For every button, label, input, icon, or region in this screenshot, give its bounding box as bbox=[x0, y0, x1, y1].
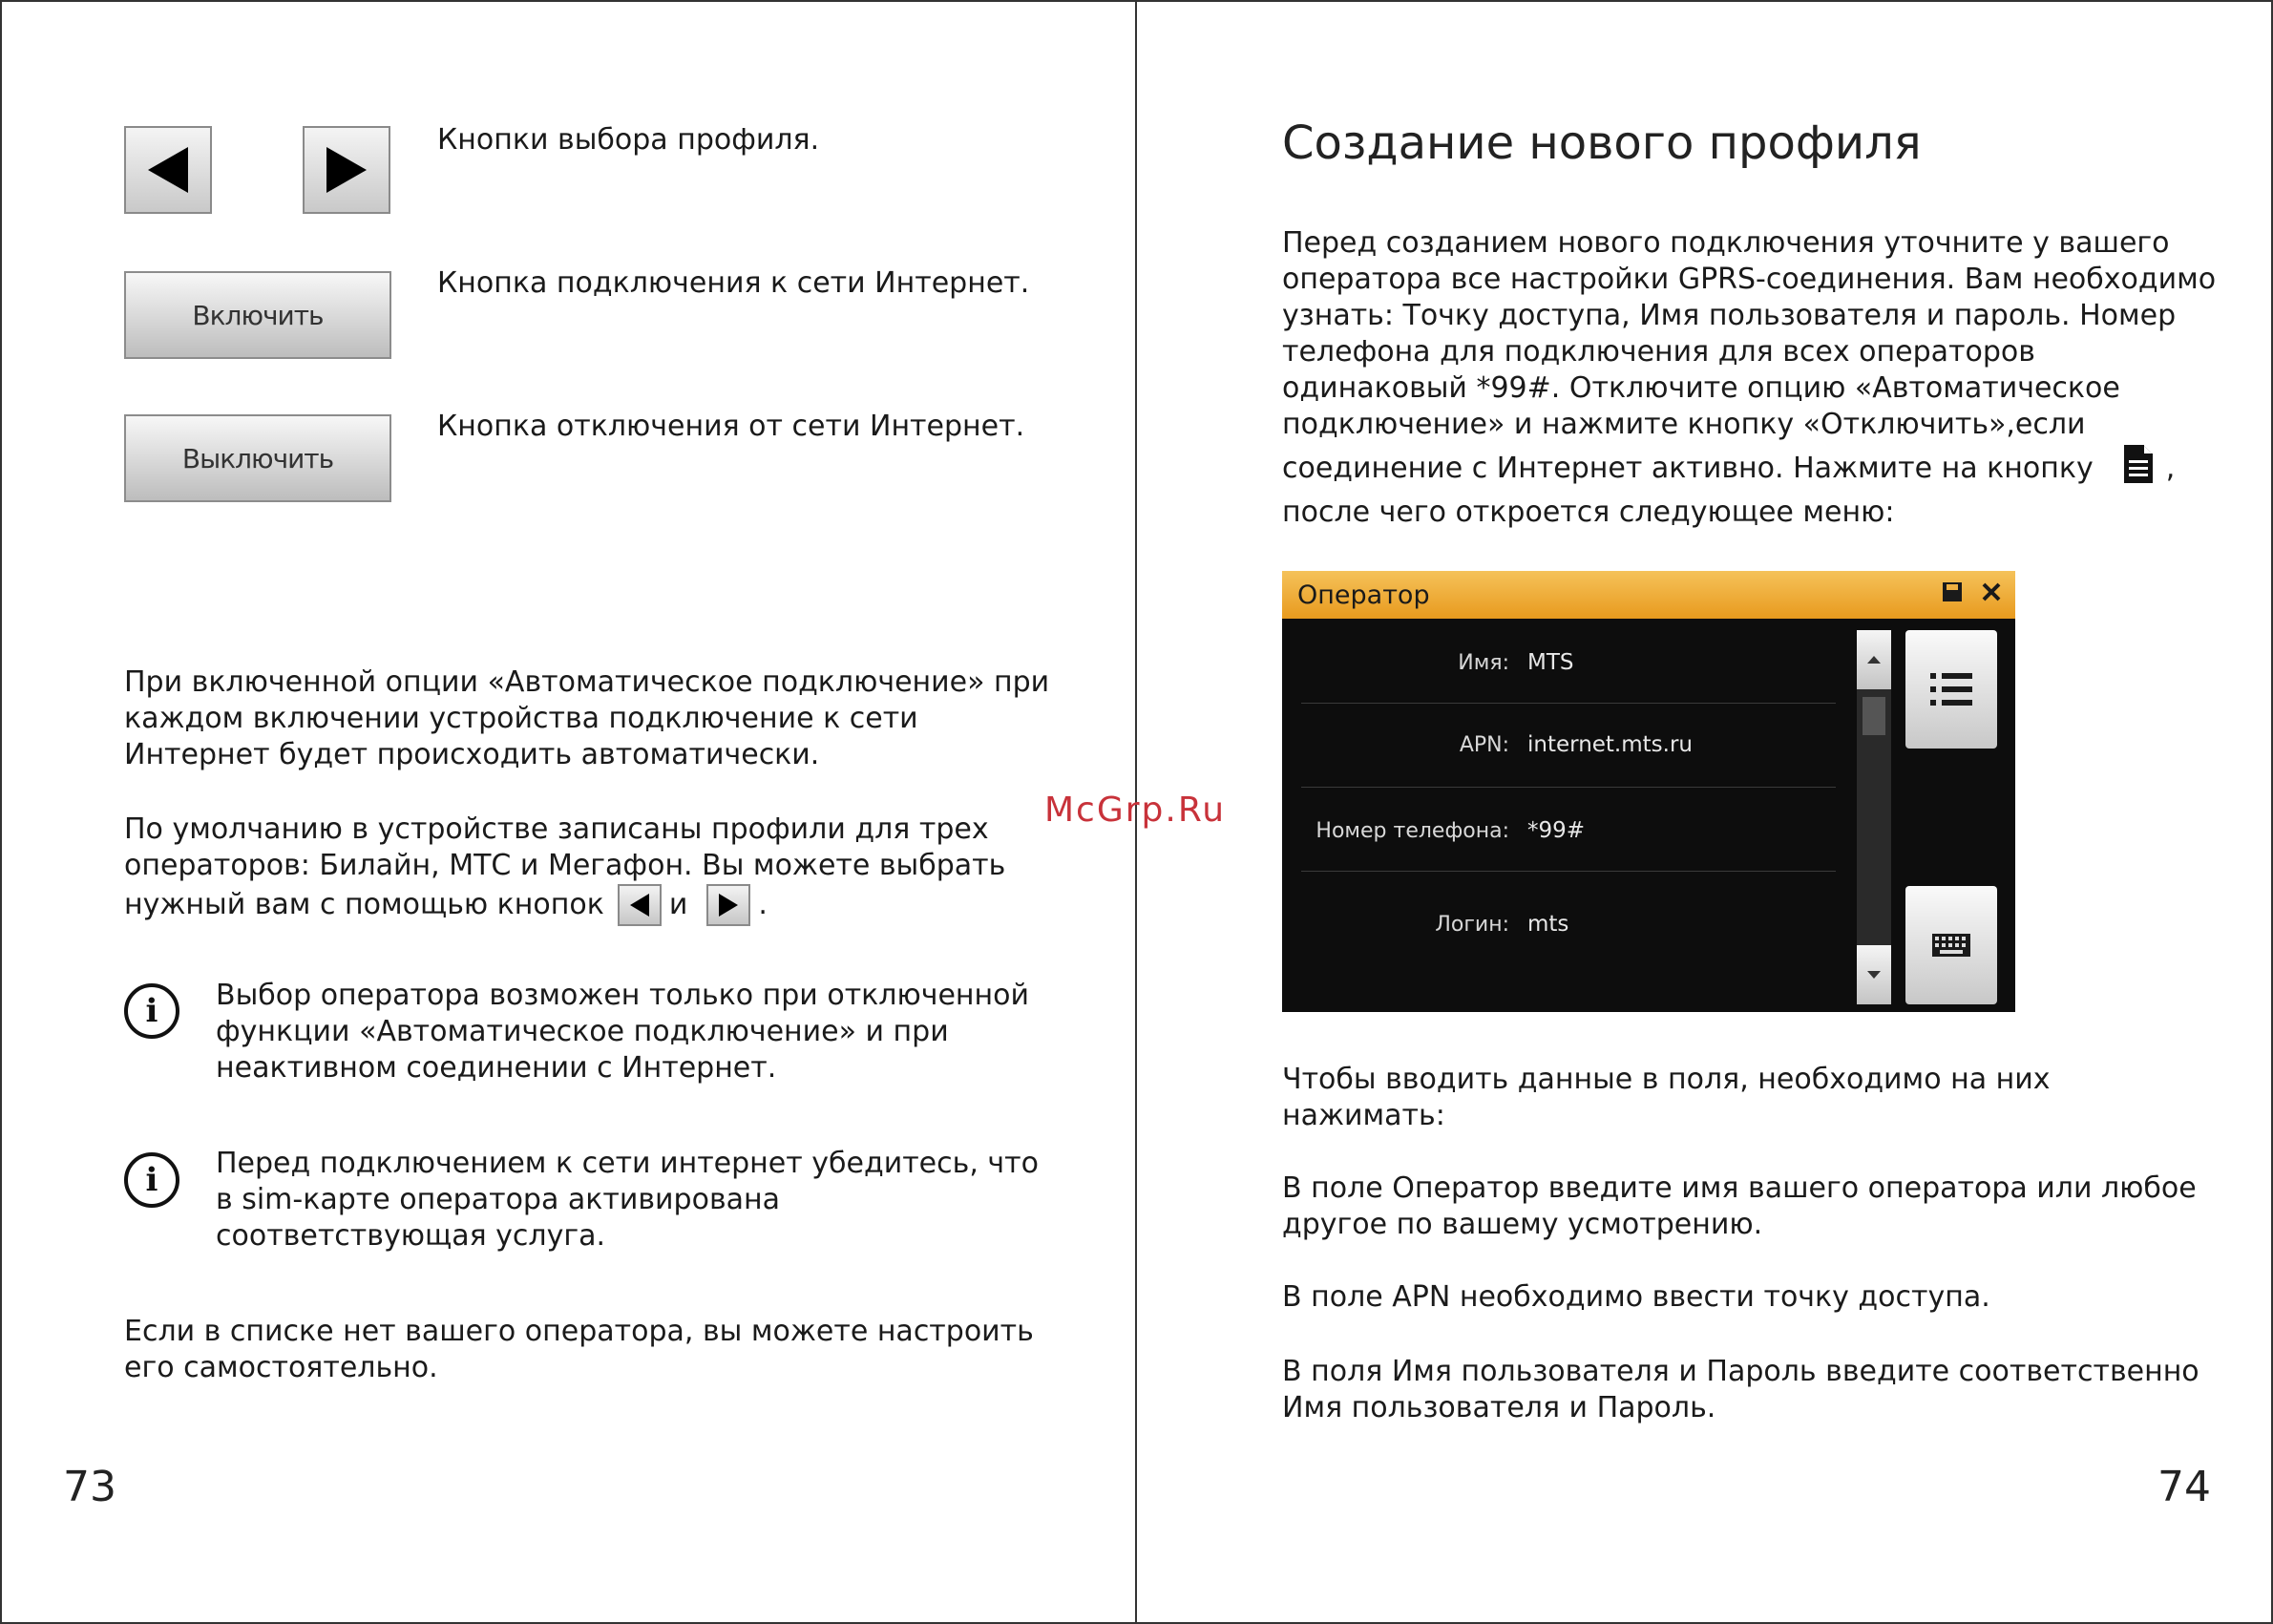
field-row-phone[interactable] bbox=[1301, 787, 2015, 871]
connect-button[interactable]: Включить bbox=[124, 271, 391, 359]
document-icon bbox=[2122, 443, 2155, 495]
keyboard-icon bbox=[1932, 934, 1970, 957]
arrow-left-icon bbox=[146, 145, 190, 195]
field-value: *99# bbox=[1527, 818, 1586, 843]
inline-next-arrow-icon bbox=[706, 884, 750, 926]
close-icon[interactable] bbox=[1981, 581, 2002, 606]
user-field-paragraph: В поля Имя пользователя и Пароль введите соответственно Имя пользователя и Пароль. bbox=[1282, 1355, 2199, 1424]
page-title: Создание нового профиля bbox=[1282, 116, 1922, 170]
prev-profile-button[interactable] bbox=[124, 126, 212, 214]
arrow-right-icon bbox=[325, 145, 368, 195]
scroll-down-button[interactable] bbox=[1857, 945, 1891, 1004]
field-value: mts bbox=[1527, 912, 1569, 937]
info-icon: i bbox=[124, 1152, 179, 1208]
connect-description: Кнопка подключения к сети Интернет. bbox=[437, 266, 1030, 300]
chevron-down-icon bbox=[1867, 971, 1881, 979]
disconnect-button[interactable]: Выключить bbox=[124, 414, 391, 502]
scroll-up-button[interactable] bbox=[1857, 630, 1891, 689]
default-profiles-paragraph: По умолчанию в устройстве записаны профили для трех операторов: Билайн, МТС и Мегафон. Вы можете выбрать нужный вам с помощью кнопок и . bbox=[124, 812, 1005, 926]
custom-operator-paragraph: Если в списке нет вашего оператора, вы можете настроить его самостоятельно. bbox=[124, 1315, 1034, 1384]
list-button[interactable] bbox=[1905, 630, 1997, 749]
scrollbar[interactable] bbox=[1857, 630, 1891, 1004]
field-label: Логин: bbox=[1435, 913, 1509, 937]
operator-dialog bbox=[1282, 571, 2015, 1012]
field-label: Имя: bbox=[1458, 651, 1509, 675]
dialog-header bbox=[1282, 571, 2015, 619]
field-value: internet.mts.ru bbox=[1527, 732, 1693, 757]
auto-connect-paragraph: При включенной опции «Автоматическое подключение» при каждом включении устройства подключение к сети Интернет будет происходить автоматически. bbox=[124, 665, 1050, 771]
info-icon: i bbox=[124, 983, 179, 1039]
chevron-up-icon bbox=[1867, 656, 1881, 664]
page-number-right: 74 bbox=[2157, 1463, 2211, 1511]
list-icon bbox=[1930, 671, 1972, 707]
inline-prev-arrow-icon bbox=[618, 884, 662, 926]
watermark: McGrp.Ru bbox=[1044, 791, 1227, 830]
next-profile-button[interactable] bbox=[303, 126, 390, 214]
scroll-thumb[interactable] bbox=[1863, 697, 1885, 735]
field-label: Номер телефона: bbox=[1315, 819, 1509, 843]
apn-field-paragraph: В поле APN необходимо ввести точку доступа. bbox=[1282, 1280, 1990, 1314]
disconnect-description: Кнопка отключения от сети Интернет. bbox=[437, 410, 1025, 443]
page-number-left: 73 bbox=[63, 1463, 116, 1511]
field-label: APN: bbox=[1459, 733, 1509, 757]
profile-buttons-description: Кнопки выбора профиля. bbox=[437, 123, 820, 157]
operator-field-paragraph: В поле Оператор введите имя вашего оператора или любое другое по вашему усмотрению. bbox=[1282, 1171, 2197, 1241]
field-value: MTS bbox=[1527, 650, 1574, 675]
intro-paragraph: Перед созданием нового подключения уточните у вашего оператора все настройки GPRS-соединения. Вам необходимо узнать: Точку доступа, Имя пользователя и пароль. Номер телефона для подключения для всех операторов одинаковый *99#. Отключите опцию «Автоматическое подключение» и нажмите кнопку «Отключить»,если соединение с Интернет активно. Нажмите на кнопку , после чего откроется следующее меню: bbox=[1282, 226, 2217, 529]
note-operator-selection: Выбор оператора возможен только при отключенной функции «Автоматическое подключение» и при неактивном соединении с Интернет. bbox=[216, 979, 1029, 1085]
save-icon[interactable] bbox=[1941, 580, 1964, 607]
note-sim-card: Перед подключением к сети интернет убедитесь, что в sim-карте оператора активирована соответствующая услуга. bbox=[216, 1147, 1039, 1253]
data-entry-paragraph: Чтобы вводить данные в поля, необходимо на них нажимать: bbox=[1282, 1063, 2051, 1132]
keyboard-button[interactable] bbox=[1905, 886, 1997, 1004]
dialog-title: Оператор bbox=[1297, 580, 1430, 610]
